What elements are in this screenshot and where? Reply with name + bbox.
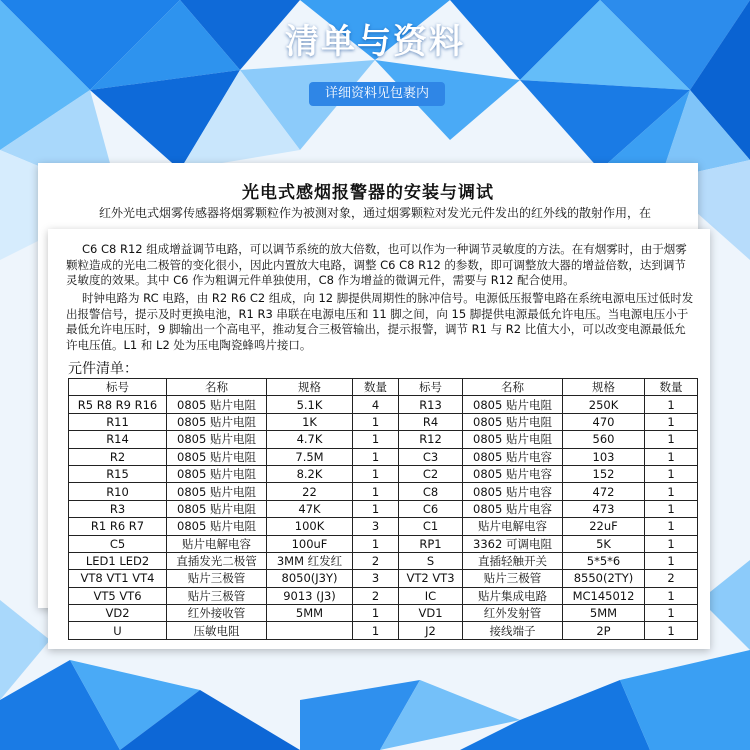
table-cell: 250K — [563, 396, 645, 413]
table-cell: 1 — [645, 500, 698, 517]
table-cell: 3 — [353, 518, 399, 535]
table-row — [69, 535, 698, 552]
table-cell: 红外接收管 — [167, 605, 267, 622]
table-cell: R4 — [399, 413, 463, 430]
parts-table-body — [69, 396, 698, 639]
table-cell: 0805 贴片电阻 — [463, 413, 563, 430]
table-cell: 红外发射管 — [463, 605, 563, 622]
table-cell: VD1 — [399, 605, 463, 622]
table-row — [69, 587, 698, 604]
paragraph-gain-circuit: C6 C8 R12 组成增益调节电路，可以调节系统的放大倍数，也可以作为一种调节灵敏度的方法。在有烟雾时，由于烟雾颗粒造成的光电二极管的变化很小，因此内置放大电路，调整 C6 C8 R12 的参数，即可调整放大器的增益倍数，达到调节灵敏度的效果。其中 C6 作为粗调元件单独使用，C8 作为增益的微调元件，需要与 R12 配合使用。 — [66, 242, 687, 287]
table-cell: 1 — [353, 605, 399, 622]
table-cell: VT8 VT1 VT4 — [69, 570, 167, 587]
table-cell: 2 — [353, 587, 399, 604]
table-cell: 1 — [353, 622, 399, 639]
table-cell: 22uF — [563, 518, 645, 535]
table-cell: 直插发光二极管 — [167, 552, 267, 569]
table-cell: 0805 贴片电阻 — [167, 431, 267, 448]
table-cell: 1 — [645, 465, 698, 482]
table-cell: 152 — [563, 465, 645, 482]
header-cell: 规格 — [267, 379, 353, 396]
document-intro: 红外光电式烟雾传感器将烟雾颗粒作为被测对象，通过烟雾颗粒对发光元件发出的红外线的散射作用，在 — [99, 206, 652, 220]
table-cell: 8550(2TY) — [563, 570, 645, 587]
table-cell: R1 R6 R7 — [69, 518, 167, 535]
table-cell: R13 — [399, 396, 463, 413]
table-cell: U — [69, 622, 167, 639]
table-cell: 472 — [563, 483, 645, 500]
table-cell: 贴片三极管 — [463, 570, 563, 587]
subtitle-badge: 详细资料见包裹内 — [309, 82, 445, 106]
table-cell: 1 — [353, 535, 399, 552]
header-cell: 数量 — [645, 379, 698, 396]
header-cell: 规格 — [563, 379, 645, 396]
table-row — [69, 431, 698, 448]
table-cell: R11 — [69, 413, 167, 430]
parts-list-title: 元件清单： — [68, 361, 138, 377]
table-cell: 4 — [353, 396, 399, 413]
table-cell: 8050(J3Y) — [267, 570, 353, 587]
table-cell: 7.5M — [267, 448, 353, 465]
table-cell: 1 — [645, 431, 698, 448]
table-cell: 1 — [353, 448, 399, 465]
table-cell: 3MM 红发红 — [267, 552, 353, 569]
table-cell: R2 — [69, 448, 167, 465]
banner-title: 清单与资料 — [285, 22, 465, 62]
table-cell: C1 — [399, 518, 463, 535]
table-cell: 1 — [353, 483, 399, 500]
table-cell: 1 — [353, 465, 399, 482]
table-cell: LED1 LED2 — [69, 552, 167, 569]
table-cell: 贴片三极管 — [167, 570, 267, 587]
header-cell: 名称 — [167, 379, 267, 396]
table-cell: VT5 VT6 — [69, 587, 167, 604]
table-cell: R10 — [69, 483, 167, 500]
table-row — [69, 483, 698, 500]
table-row — [69, 570, 698, 587]
header-cell: 标号 — [69, 379, 167, 396]
table-cell: 4.7K — [267, 431, 353, 448]
table-cell: 1 — [645, 413, 698, 430]
header-cell: 名称 — [463, 379, 563, 396]
table-cell: 1 — [353, 431, 399, 448]
table-header-row — [69, 379, 698, 396]
table-cell: 5*5*6 — [563, 552, 645, 569]
table-cell: 9013 (J3) — [267, 587, 353, 604]
table-cell: 0805 贴片电阻 — [167, 500, 267, 517]
table-cell: 0805 贴片电阻 — [167, 413, 267, 430]
table-cell: C6 — [399, 500, 463, 517]
header-cell: 标号 — [399, 379, 463, 396]
table-cell: 100K — [267, 518, 353, 535]
table-cell: 直插轻触开关 — [463, 552, 563, 569]
table-cell: 1 — [353, 500, 399, 517]
table-cell: 2 — [645, 570, 698, 587]
table-cell: R5 R8 R9 R16 — [69, 396, 167, 413]
table-cell: 5MM — [563, 605, 645, 622]
table-cell: 0805 贴片电阻 — [463, 396, 563, 413]
table-cell: MC145012 — [563, 587, 645, 604]
table-row — [69, 448, 698, 465]
table-cell: 贴片三极管 — [167, 587, 267, 604]
table-cell: 0805 贴片电阻 — [463, 431, 563, 448]
table-row — [69, 465, 698, 482]
table-cell: 0805 贴片电阻 — [167, 483, 267, 500]
table-cell: IC — [399, 587, 463, 604]
table-cell: VT2 VT3 — [399, 570, 463, 587]
table-cell: J2 — [399, 622, 463, 639]
table-cell: 1 — [645, 605, 698, 622]
table-cell: 1 — [645, 518, 698, 535]
table-cell: 473 — [563, 500, 645, 517]
document-title: 光电式感烟报警器的安装与调试 — [242, 183, 494, 203]
table-cell: 5.1K — [267, 396, 353, 413]
table-cell: 1 — [645, 587, 698, 604]
table-cell: RP1 — [399, 535, 463, 552]
table-row — [69, 396, 698, 413]
table-cell: VD2 — [69, 605, 167, 622]
table-cell: 2 — [353, 552, 399, 569]
table-cell: 103 — [563, 448, 645, 465]
table-cell: 接线端子 — [463, 622, 563, 639]
table-cell: 1 — [645, 535, 698, 552]
table-cell: 压敏电阻 — [167, 622, 267, 639]
table-cell: R15 — [69, 465, 167, 482]
table-cell: 3 — [353, 570, 399, 587]
table-cell: 贴片集成电路 — [463, 587, 563, 604]
table-cell: C2 — [399, 465, 463, 482]
table-cell: 0805 贴片电阻 — [167, 448, 267, 465]
table-cell: 0805 贴片电容 — [463, 500, 563, 517]
table-cell: 47K — [267, 500, 353, 517]
table-cell: 1 — [353, 413, 399, 430]
table-cell: 0805 贴片电容 — [463, 483, 563, 500]
table-cell: 1 — [645, 396, 698, 413]
table-cell: 1 — [645, 622, 698, 639]
table-cell: 贴片电解电容 — [463, 518, 563, 535]
table-cell: R14 — [69, 431, 167, 448]
table-cell: 5K — [563, 535, 645, 552]
table-cell: C8 — [399, 483, 463, 500]
table-row — [69, 605, 698, 622]
table-cell: R3 — [69, 500, 167, 517]
table-cell: 8.2K — [267, 465, 353, 482]
table-cell: 2P — [563, 622, 645, 639]
table-cell: 1 — [645, 552, 698, 569]
table-cell: S — [399, 552, 463, 569]
table-cell: 0805 贴片电阻 — [167, 518, 267, 535]
table-cell: 贴片电解电容 — [167, 535, 267, 552]
table-row — [69, 552, 698, 569]
table-cell: 3362 可调电阻 — [463, 535, 563, 552]
table-row — [69, 413, 698, 430]
header-cell: 数量 — [353, 379, 399, 396]
table-cell: C5 — [69, 535, 167, 552]
table-cell: 1K — [267, 413, 353, 430]
table-row — [69, 518, 698, 535]
table-cell: 560 — [563, 431, 645, 448]
table-row — [69, 622, 698, 639]
paragraph-clock-circuit: 时钟电路为 RC 电路，由 R2 R6 C2 组成，向 12 脚提供周期性的脉冲信号。电源低压报警电路在系统电源电压过低时发出报警信号，提示及时更换电池，R1 R3 串联在电源电压和 11 脚之间，向 15 脚提供电源最低允许电压。当电源电压小于最低允许电压时，9 脚输出一个高电平，推动复合三极管输出，提示报警，调节 R1 与 R2 比值大小，可以改变电源最低允许电压值。L1 和 L2 处为压电陶瓷蜂鸣片接口。 — [66, 291, 694, 352]
table-cell: 22 — [267, 483, 353, 500]
table-cell: 470 — [563, 413, 645, 430]
table-cell: 0805 贴片电容 — [463, 448, 563, 465]
table-cell: 5MM — [267, 605, 353, 622]
table-cell: 0805 贴片电阻 — [167, 396, 267, 413]
parts-table — [68, 378, 698, 640]
table-cell: 1 — [645, 483, 698, 500]
table-cell: 1 — [645, 448, 698, 465]
table-row — [69, 500, 698, 517]
table-cell: 100uF — [267, 535, 353, 552]
table-cell: 0805 贴片电容 — [463, 465, 563, 482]
table-cell: R12 — [399, 431, 463, 448]
table-cell: 0805 贴片电阻 — [167, 465, 267, 482]
table-cell: C3 — [399, 448, 463, 465]
table-cell — [267, 622, 353, 639]
